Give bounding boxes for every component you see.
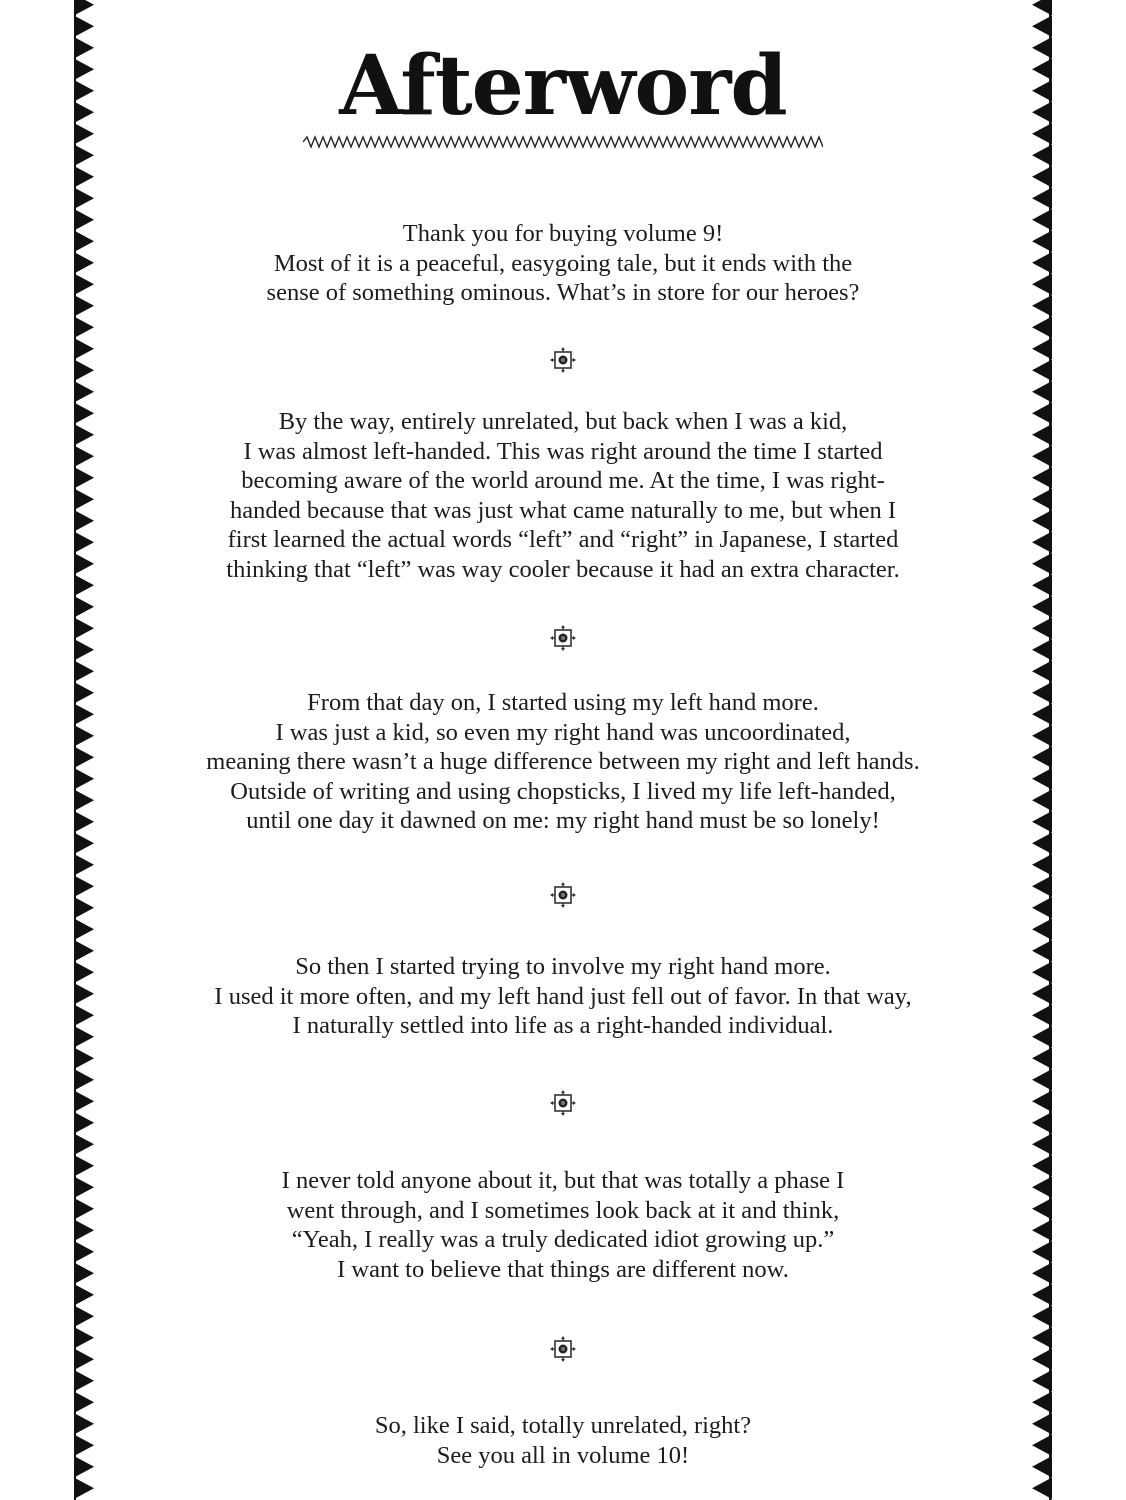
paragraph-line: went through, and I sometimes look back at it and think, xyxy=(286,1196,840,1224)
paragraph-line: So then I started trying to involve my right hand more. xyxy=(295,953,831,980)
diamond-ornament-icon xyxy=(548,1088,578,1118)
page-title: Afterword xyxy=(339,38,787,134)
paragraph-line: thinking that “left” was way cooler because it had an extra character. xyxy=(226,555,900,583)
paragraph-line: first learned the actual words “left” and “right” in Japanese, I started xyxy=(227,526,899,554)
paragraph-line: “Yeah, I really was a truly dedicated idiot growing up.” xyxy=(291,1226,835,1254)
paragraph-line: I used it more often, and my left hand just fell out of favor. In that way, xyxy=(214,982,912,1010)
title-zigzag-underline xyxy=(303,134,823,150)
paragraph-line: From that day on, I started using my left hand more. xyxy=(307,689,819,716)
paragraph-6 xyxy=(90,1411,1036,1470)
paragraph-line: By the way, entirely unrelated, but back when I was a kid, xyxy=(278,408,848,435)
paragraph-line: I never told anyone about it, but that was totally a phase I xyxy=(281,1167,845,1194)
paragraph-line: Thank you for buying volume 9! xyxy=(402,220,724,247)
diamond-ornament-icon xyxy=(548,623,578,653)
paragraph-4 xyxy=(90,952,1036,1041)
paragraph-line: handed because that was just what came naturally to me, but when I xyxy=(229,496,897,524)
paragraph-line: until one day it dawned on me: my right hand must be so lonely! xyxy=(246,807,880,835)
paragraph-line: meaning there wasn’t a huge difference between my right and left hands. xyxy=(206,748,920,776)
paragraph-3 xyxy=(90,688,1036,836)
paragraph-line: I was almost left-handed. This was right around the time I started xyxy=(243,437,883,465)
paragraph-line: I want to believe that things are different now. xyxy=(337,1255,789,1283)
paragraph-line: I naturally settled into life as a right-handed individual. xyxy=(292,1012,834,1040)
diamond-ornament-icon xyxy=(548,1334,578,1364)
paragraph-line: So, like I said, totally unrelated, right? xyxy=(374,1412,752,1439)
paragraph-line: I was just a kid, so even my right hand was uncoordinated, xyxy=(275,718,851,746)
paragraph-line: Outside of writing and using chopsticks, I lived my life left-handed, xyxy=(230,777,896,805)
paragraph-line: becoming aware of the world around me. At the time, I was right- xyxy=(241,467,885,495)
paragraph-line: See you all in volume 10! xyxy=(436,1441,690,1469)
diamond-ornament-icon xyxy=(548,345,578,375)
paragraph-5 xyxy=(90,1166,1036,1284)
paragraph-line: sense of something ominous. What’s in store for our heroes? xyxy=(266,279,860,307)
diamond-ornament-icon xyxy=(548,880,578,910)
paragraph-line: Most of it is a peaceful, easygoing tale, but it ends with the xyxy=(273,249,853,277)
paragraph-2 xyxy=(90,407,1036,585)
paragraph-1 xyxy=(90,219,1036,308)
zigzag-line xyxy=(303,137,823,147)
